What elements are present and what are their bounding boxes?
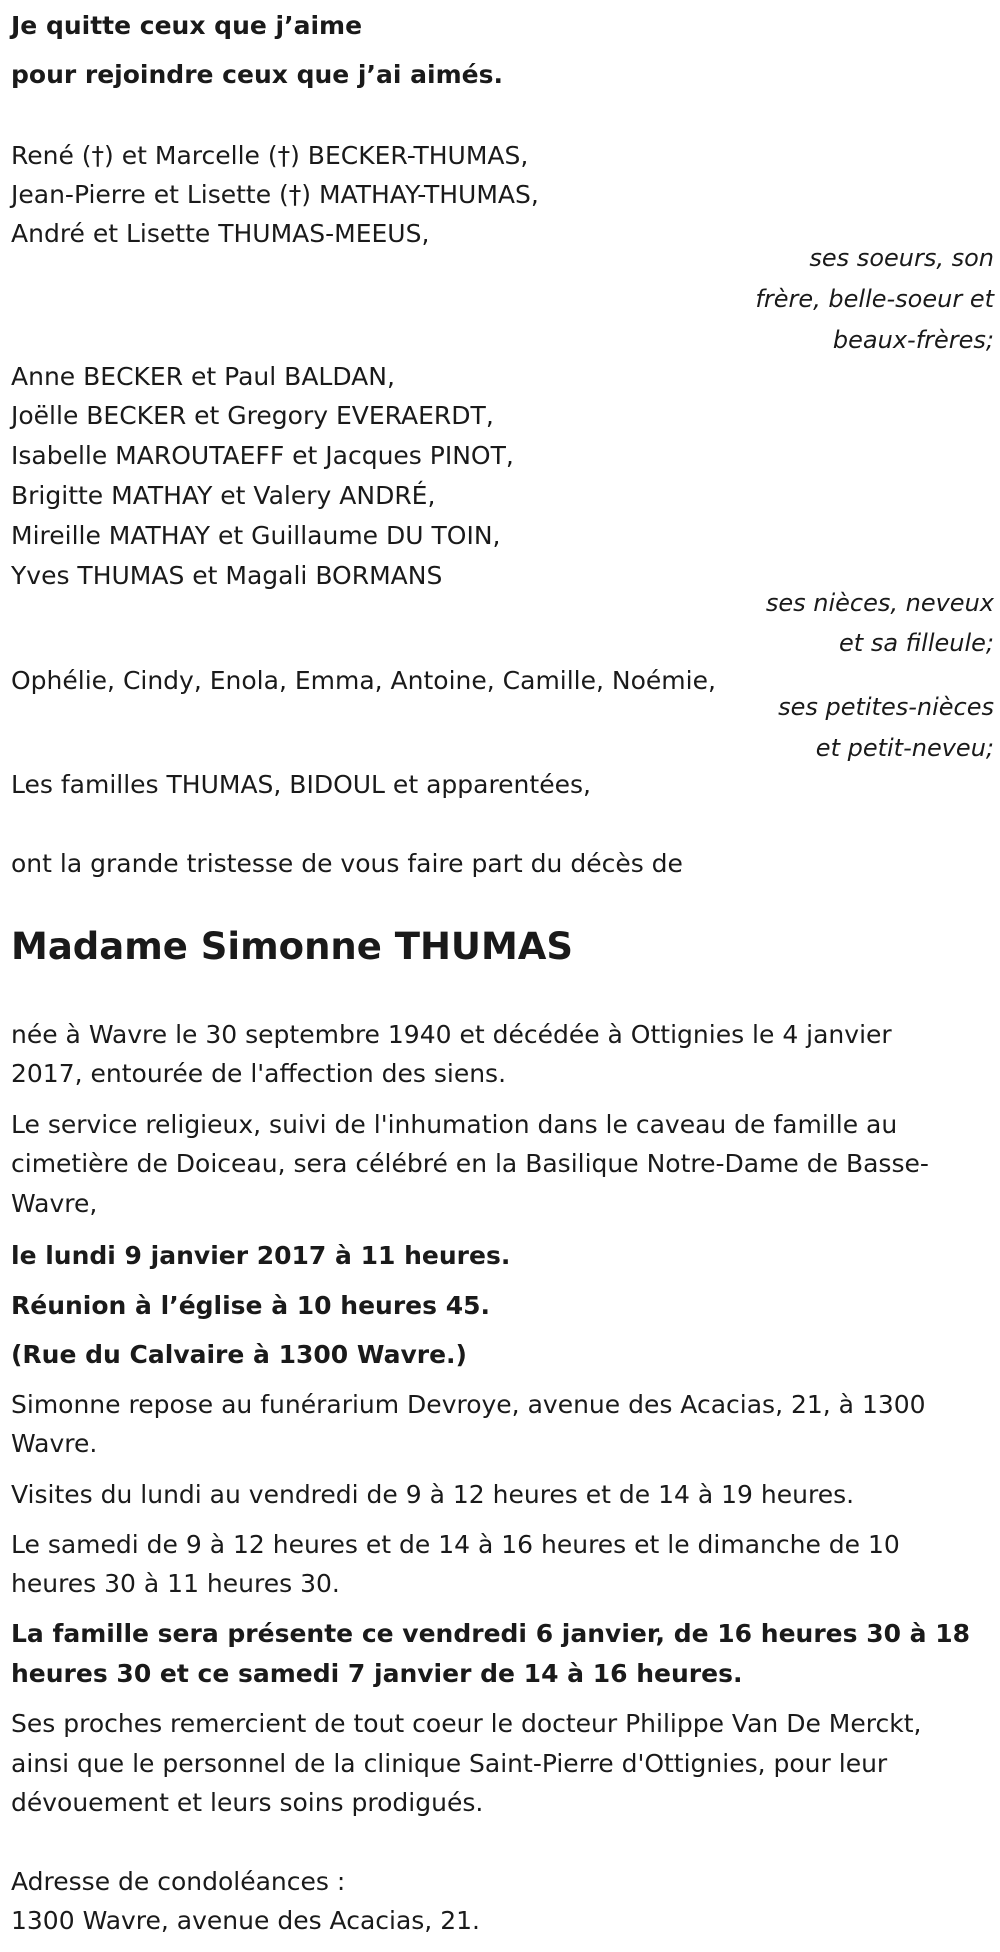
condolences-address: 1300 Wavre, avenue des Acacias, 21. <box>11 1906 480 1935</box>
siblings-relation-2: frère, belle-soeur et <box>755 285 994 313</box>
deceased-name: Madame Simonne THUMAS <box>11 925 574 968</box>
grand-nieces-relation-1: ses petites-nièces <box>778 693 994 721</box>
nieces-relation-1: ses nièces, neveux <box>765 589 994 617</box>
service-line-3: Wavre, <box>11 1189 98 1218</box>
grand-nieces-line: Ophélie, Cindy, Enola, Emma, Antoine, Camille, Noémie, <box>11 666 716 695</box>
service-line-2: cimetière de Doiceau, sera célébré en la Basilique Notre-Dame de Basse- <box>11 1149 929 1178</box>
thanks-line-1: Ses proches remercient de tout coeur le docteur Philippe Van De Merckt, <box>11 1709 922 1738</box>
family-presence-line-1: La famille sera présente ce vendredi 6 janvier, de 16 heures 30 à 18 <box>11 1619 971 1648</box>
grand-nieces-relation-2: et petit-neveu; <box>815 734 994 762</box>
birth-death-line-2: 2017, entourée de l'affection des siens. <box>11 1059 507 1088</box>
rest-line-2: Wavre. <box>11 1429 98 1458</box>
thanks-line-3: dévouement et leurs soins prodigués. <box>11 1788 484 1817</box>
family-presence-line-2: heures 30 et ce samedi 7 janvier de 14 à 16 heures. <box>11 1659 743 1688</box>
sibling-line-2: Jean-Pierre et Lisette (†) MATHAY-THUMAS, <box>11 180 539 209</box>
niece-line-1: Anne BECKER et Paul BALDAN, <box>11 362 395 391</box>
saturday-line-1: Le samedi de 9 à 12 heures et de 14 à 16 heures et le dimanche de 10 <box>11 1530 900 1559</box>
birth-death-line-1: née à Wavre le 30 septembre 1940 et décédée à Ottignies le 4 janvier <box>11 1020 892 1049</box>
niece-line-5: Mireille MATHAY et Guillaume DU TOIN, <box>11 521 501 550</box>
niece-line-3: Isabelle MAROUTAEFF et Jacques PINOT, <box>11 441 514 470</box>
niece-line-4: Brigitte MATHAY et Valery ANDRÉ, <box>11 481 436 510</box>
rest-line-1: Simonne repose au funérarium Devroye, avenue des Acacias, 21, à 1300 <box>11 1390 926 1419</box>
service-date: le lundi 9 janvier 2017 à 11 heures. <box>11 1241 511 1270</box>
siblings-relation-3: beaux-frères; <box>832 326 994 354</box>
families-line: Les familles THUMAS, BIDOUL et apparentées, <box>11 770 591 799</box>
siblings-relation-1: ses soeurs, son <box>809 244 994 272</box>
nieces-relation-2: et sa filleule; <box>839 629 994 657</box>
church-address: (Rue du Calvaire à 1300 Wavre.) <box>11 1340 467 1369</box>
service-line-1: Le service religieux, suivi de l'inhumation dans le caveau de famille au <box>11 1110 898 1139</box>
epitaph-line-2: pour rejoindre ceux que j’ai aimés. <box>11 60 503 89</box>
niece-line-6: Yves THUMAS et Magali BORMANS <box>11 561 443 590</box>
condolences-label: Adresse de condoléances : <box>11 1867 346 1896</box>
thanks-line-2: ainsi que le personnel de la clinique Saint-Pierre d'Ottignies, pour leur <box>11 1749 888 1778</box>
saturday-line-2: heures 30 à 11 heures 30. <box>11 1569 340 1598</box>
meeting-time: Réunion à l’église à 10 heures 45. <box>11 1291 490 1320</box>
sibling-line-3: André et Lisette THUMAS-MEEUS, <box>11 219 430 248</box>
visits-line: Visites du lundi au vendredi de 9 à 12 heures et de 14 à 19 heures. <box>11 1480 855 1509</box>
sibling-line-1: René (†) et Marcelle (†) BECKER-THUMAS, <box>11 141 529 170</box>
epitaph-line-1: Je quitte ceux que j’aime <box>11 11 363 40</box>
niece-line-2: Joëlle BECKER et Gregory EVERAERDT, <box>11 401 494 430</box>
announcement-line: ont la grande tristesse de vous faire part du décès de <box>11 849 683 878</box>
